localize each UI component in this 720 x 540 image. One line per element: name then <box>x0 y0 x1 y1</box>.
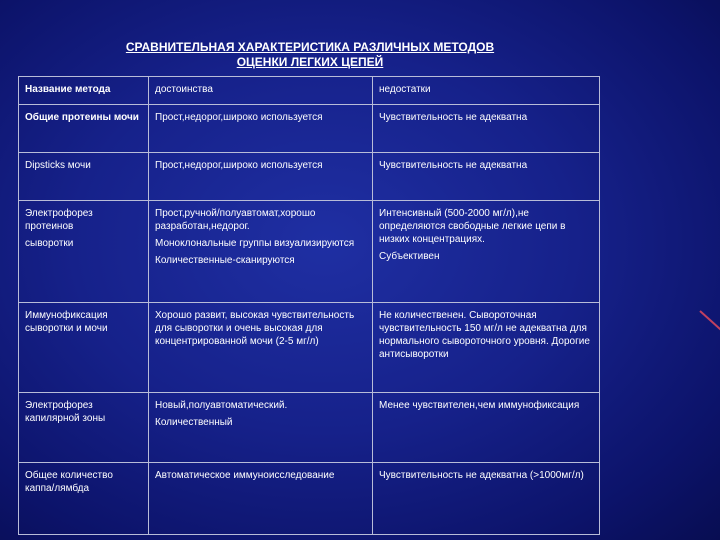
header-cons: недостатки <box>373 77 600 105</box>
table-header-row <box>19 77 600 105</box>
pros-cell: Прост,недорог,широко используется <box>149 105 373 153</box>
title-line-2: ОЦЕНКИ ЛЕГКИХ ЦЕПЕЙ <box>236 55 384 69</box>
table-row <box>19 153 600 201</box>
method-cell: Общее количество каппа/лямбда <box>19 463 149 535</box>
cons-cell: Не количественен. Сывороточная чувствительность 150 мг/л не адекватна для нормального сывороточного уровня. Дорогие антисыворотки <box>373 303 600 393</box>
page-title <box>20 40 600 70</box>
table-row <box>19 303 600 393</box>
method-cell: Общие протеины мочи <box>19 105 149 153</box>
header-pros: достоинства <box>149 77 373 105</box>
cons-cell: Интенсивный (500-2000 мг/л),не определяются свободные легкие цепи в низких концентрациях. Субъективен <box>373 201 600 303</box>
method-cell: Иммунофиксация сыворотки и мочи <box>19 303 149 393</box>
pros-cell: Прост,недорог,широко используется <box>149 153 373 201</box>
cons-cell: Чувствительность не адекватна (>1000мг/л) <box>373 463 600 535</box>
pros-cell: Автоматическое иммуноисследование <box>149 463 373 535</box>
table-row <box>19 201 600 303</box>
cons-cell: Чувствительность не адекватна <box>373 153 600 201</box>
title-line-1: СРАВНИТЕЛЬНАЯ ХАРАКТЕРИСТИКА РАЗЛИЧНЫХ МЕТОДОВ <box>125 40 495 54</box>
method-cell: Dipsticks мочи <box>19 153 149 201</box>
header-method: Название метода <box>19 77 149 105</box>
method-cell: Электрофорез капилярной зоны <box>19 393 149 463</box>
pros-cell: Прост,ручной/полуавтомат,хорошо разработан,недорог. Моноклональные группы визуализируются Количественные-сканируются <box>149 201 373 303</box>
comparison-table <box>18 76 600 535</box>
method-cell: Электрофорез протеинов сыворотки <box>19 201 149 303</box>
table-row <box>19 105 600 153</box>
pros-cell: Хорошо развит, высокая чувствительность для сыворотки и очень высокая для концентрированной мочи (2-5 мг/л) <box>149 303 373 393</box>
table-row <box>19 393 600 463</box>
cons-cell: Чувствительность не адекватна <box>373 105 600 153</box>
cons-cell: Менее чувствителен,чем иммунофиксация <box>373 393 600 463</box>
table-row <box>19 463 600 535</box>
pros-cell: Новый,полуавтоматический. Количественный <box>149 393 373 463</box>
decorative-accent-line <box>699 310 720 338</box>
